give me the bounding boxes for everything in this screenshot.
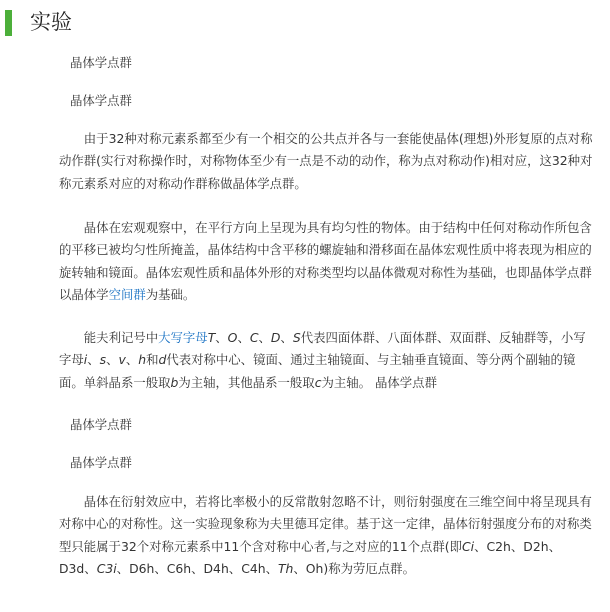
seg: 、	[258, 330, 271, 345]
symbol: C6h	[166, 560, 192, 576]
seg: 、	[84, 560, 97, 576]
seg: 代表四面体群、八面体群、双面群、反轴群等，小写字母	[59, 330, 586, 368]
symbol: D3d	[59, 560, 85, 576]
symbol: T	[207, 330, 216, 345]
seg: 、	[191, 560, 204, 576]
seg: 为主轴，其他晶系一般取	[178, 374, 315, 390]
heading-accent-bar	[5, 10, 12, 36]
seg: 、	[474, 538, 487, 554]
paragraph-macroscopic-text: 晶体在宏观观察中，在平行方向上呈现为具有均匀性的物体。由于结构中任何对称动作所包含的平移已被均匀性所掩盖，晶体结构中含平移的螺旋轴和滑移面在晶体宏观性质中将表现为相应的旋转轴和镜面。晶体宏观性质和晶体外形的对称类型均以晶体微观对称性为基础，也即晶体学点群以晶体学	[59, 220, 592, 302]
seg: 晶体在衍射效应中，若将比率极小的反常散射忽略不计，则衍射强度在三维空间中将呈现具有对称中心的对称性。这一实验现象称为夫里德耳定律。基于这一定律，晶体衍射强度分布的对称类型只能属于32个对称元素系中11个含对称中心者,与之对应的11个点群(即	[59, 494, 592, 554]
symbol: C	[249, 330, 259, 345]
symbol: C2h	[486, 538, 511, 554]
symbol: v	[118, 352, 126, 368]
seg: 、	[237, 330, 250, 345]
seg: 、	[215, 330, 228, 345]
symbol: Th	[277, 560, 294, 576]
paragraph-point-groups: 由于32种对称元素系都至少有一个相交的公共点并各与一套能使晶体(理想)外形复原的点对称动作群(实行对称操作时，对称物体至少有一点是不动的动作，称为点对称动作)相对应，这32种对称元素系对应的对称动作群称做晶体学点群。	[59, 131, 593, 191]
link-space-group[interactable]: 空间群	[108, 286, 146, 302]
seg: 、	[125, 352, 139, 368]
paragraph-macroscopic	[59, 217, 595, 306]
paragraph-schoenflies	[59, 327, 595, 394]
seg: 为主轴。 晶体学点群	[321, 374, 437, 390]
symbol: Ci	[462, 538, 475, 554]
section-heading	[0, 6, 600, 38]
seg: 、	[280, 330, 293, 345]
seg: 能夫利记号中	[83, 330, 159, 345]
seg: 、	[154, 560, 167, 576]
subtitle-2: 晶体学点群	[70, 93, 132, 108]
symbol: b	[170, 374, 179, 390]
paragraph-friedel	[59, 491, 595, 580]
link-capital-letters[interactable]: 大写字母	[158, 330, 208, 345]
symbol: h	[138, 352, 147, 368]
seg: 、	[548, 538, 561, 554]
symbol: D2h	[523, 538, 549, 554]
paragraph-macroscopic-tail: 为基础。	[145, 286, 196, 302]
symbol: C3i	[96, 560, 117, 576]
seg: 、	[116, 560, 130, 576]
seg: 、	[106, 352, 119, 368]
symbol: c	[314, 374, 322, 390]
symbol: d	[158, 352, 167, 368]
subtitle-1: 晶体学点群	[70, 55, 132, 70]
symbol: Oh	[305, 560, 324, 576]
section-title: 实验	[30, 10, 72, 34]
symbol: D6h	[129, 560, 155, 576]
symbol: O	[227, 330, 238, 345]
subtitle-3: 晶体学点群	[70, 417, 132, 432]
seg: 、	[510, 538, 524, 554]
symbol: D	[270, 330, 281, 345]
seg: 、	[228, 560, 242, 576]
seg: 、	[265, 560, 278, 576]
symbol: s	[99, 352, 107, 368]
seg: 和	[146, 352, 159, 368]
seg: )称为劳厄点群。	[323, 560, 415, 576]
symbol: C4h	[241, 560, 266, 576]
seg: 、	[293, 560, 306, 576]
subtitle-4: 晶体学点群	[70, 455, 132, 470]
symbol: S	[292, 330, 301, 345]
seg: 代表对称中心、镜面、通过主轴镜面、与主轴垂直镜面、等分两个副轴的镜面。单斜晶系一般取	[59, 352, 576, 390]
seg: 、	[87, 352, 100, 368]
symbol: i	[83, 352, 88, 368]
symbol: D4h	[203, 560, 229, 576]
